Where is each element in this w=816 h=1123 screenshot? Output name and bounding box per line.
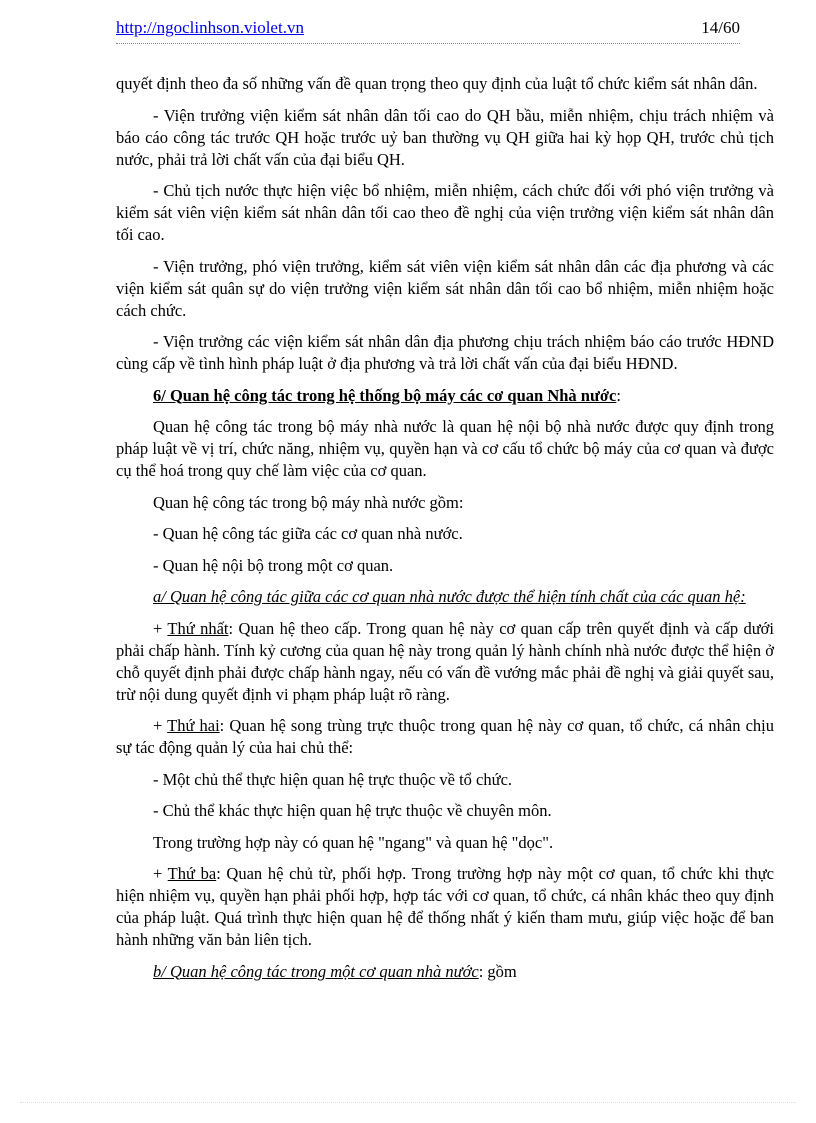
footer-rule <box>20 1102 796 1103</box>
paragraph: - Chủ thể khác thực hiện quan hệ trực thuộc về chuyên môn. <box>153 801 552 820</box>
subsection-heading-b-tail: : gồm <box>478 961 517 981</box>
paragraph: Quan hệ công tác trong bộ máy nhà nước gồm: <box>153 492 464 512</box>
section-heading-text: 6/ Quan hệ công tác trong hệ thống bộ máy các cơ quan Nhà nước <box>153 385 617 405</box>
page-header <box>116 16 740 40</box>
site-link[interactable]: http://ngoclinhson.violet.vn <box>116 18 304 37</box>
header-rule <box>116 43 740 44</box>
paragraph: - Quan hệ công tác giữa các cơ quan nhà nước. <box>153 524 463 543</box>
item-label: Thứ hai <box>167 716 220 735</box>
item-text: : Quan hệ theo cấp. Trong quan hệ này cơ quan cấp trên quyết định và cấp dưới phải chấp hành. Tính kỷ cương của quan hệ này trong quản lý hành chính nhà nước được thể hiện ở chỗ quyết định phải được chấp hành ngay, nếu có vấn đề vướng mắc phải đề nghị và giải quyết sau, trừ nội dung quyết định vi phạm pháp luật rõ ràng. <box>116 618 774 704</box>
paragraph <box>116 715 774 759</box>
paragraph: Quan hệ công tác trong bộ máy nhà nước là quan hệ nội bộ nhà nước được quy định trong pháp luật về vị trí, chức năng, nhiệm vụ, quyền hạn và cơ cấu tổ chức bộ máy của cơ quan và được cụ thể hoá trong quy chế làm việc của cơ quan. <box>116 417 774 480</box>
paragraph: quyết định theo đa số những vấn đề quan trọng theo quy định của luật tổ chức kiểm sát nhân dân. <box>116 74 758 93</box>
document-body <box>116 73 774 992</box>
section-heading <box>116 385 774 407</box>
section-heading-colon: : <box>616 385 621 405</box>
paragraph: - Viện trưởng viện kiểm sát nhân dân tối cao do QH bầu, miễn nhiệm, chịu trách nhiệm và báo cáo công tác trước QH hoặc trước uỷ ban thường vụ QH giữa hai kỳ họp QH, trước chủ tịch nước, phải trả lời chất vấn của đại biểu QH. <box>116 105 774 169</box>
paragraph: - Một chủ thể thực hiện quan hệ trực thuộc về tổ chức. <box>153 769 513 789</box>
page-number: 14/60 <box>701 18 740 37</box>
paragraph: - Chủ tịch nước thực hiện việc bổ nhiệm, miễn nhiệm, cách chức đối với phó viện trưởng và kiểm sát viên viện kiểm sát nhân dân tối cao theo đề nghị của viện trưởng viện kiểm sát nhân dân tối cao. <box>116 181 774 244</box>
item-text: : Quan hệ song trùng trực thuộc trong quan hệ này cơ quan, tổ chức, cá nhân chịu sự tác động quản lý của hai chủ thể: <box>116 716 774 757</box>
subsection-heading-a-text: a/ Quan hệ công tác giữa các cơ quan nhà nước được thể hiện tính chất của các quan hệ: <box>153 587 746 606</box>
plus-marker: + <box>153 864 168 883</box>
subsection-heading-b <box>116 961 774 983</box>
paragraph <box>116 618 774 706</box>
plus-marker: + <box>153 716 168 735</box>
paragraph: Trong trường hợp này có quan hệ "ngang" và quan hệ "dọc". <box>153 832 554 852</box>
subsection-heading-a <box>116 586 774 608</box>
item-text: : Quan hệ chủ từ, phối hợp. Trong trường hợp này một cơ quan, tổ chức khi thực hiện nhiệm vụ, quyền hạn phải phối hợp, hợp tác với cơ quan, tổ chức, cá nhân khác theo quy định của pháp luật. Quá trình thực hiện quan hệ để thống nhất ý kiến tham mưu, giúp việc hoặc để ban hành những văn bản liên tịch. <box>116 864 774 949</box>
paragraph: - Quan hệ nội bộ trong một cơ quan. <box>153 555 394 575</box>
plus-marker: + <box>153 618 168 638</box>
paragraph: - Viện trưởng, phó viện trưởng, kiểm sát viên viện kiểm sát nhân dân các địa phương và các viện kiểm sát quân sự do viện trưởng viện kiểm sát nhân dân tối cao bổ nhiệm, miễn nhiệm hoặc cách chức. <box>116 256 774 320</box>
item-label: Thứ ba <box>167 864 217 883</box>
paragraph: - Viện trưởng các viện kiểm sát nhân dân địa phương chịu trách nhiệm báo cáo trước HĐND cùng cấp về tình hình pháp luật ở địa phương và trả lời chất vấn của đại biểu HĐND. <box>116 332 774 373</box>
subsection-heading-b-text: b/ Quan hệ công tác trong một cơ quan nhà nước <box>153 961 479 981</box>
item-label: Thứ nhất <box>167 618 229 638</box>
paragraph <box>116 863 774 951</box>
